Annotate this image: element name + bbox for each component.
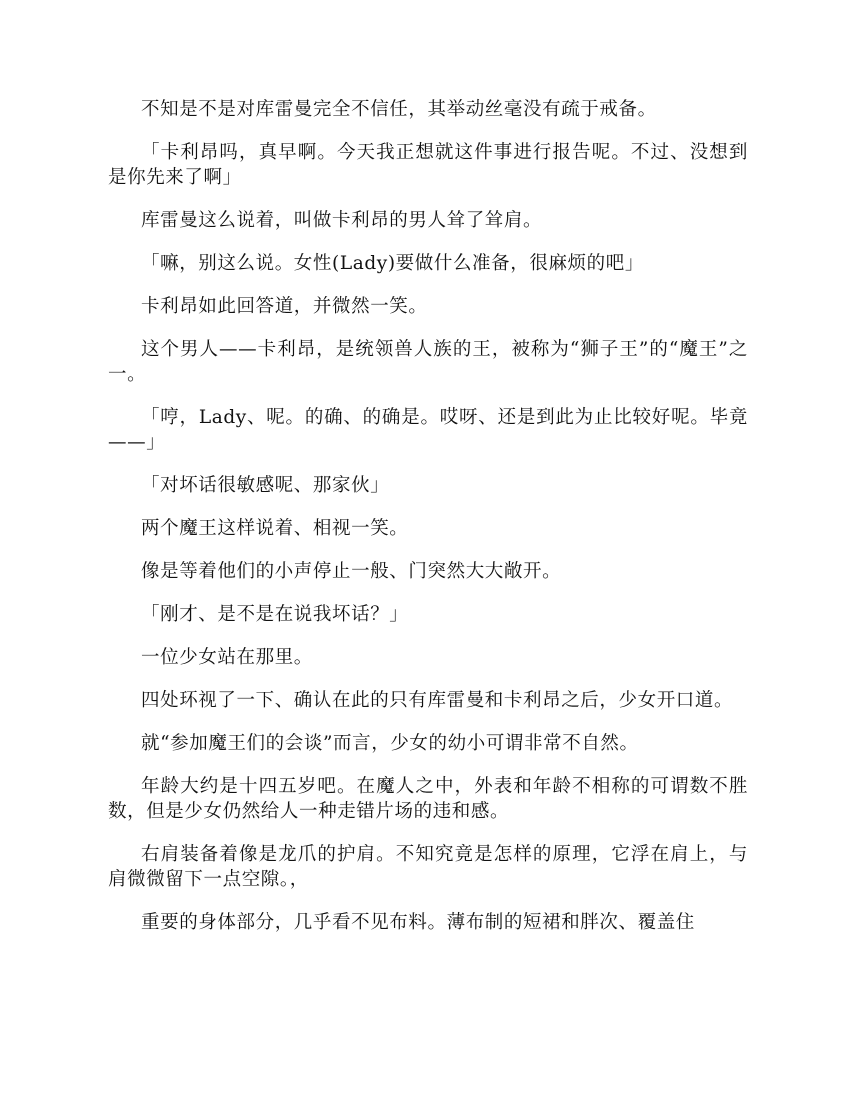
paragraph: 卡利昂如此回答道，并微然一笑。 (141, 296, 428, 317)
paragraph: 「哼，Lady、呢。的确、的确是。哎呀、还是到此为止比较好呢。毕竟——」 (108, 407, 748, 453)
paragraph: 右肩装备着像是龙爪的护肩。不知究竟是怎样的原理，它浮在肩上，与肩微微留下一点空隙。， (108, 844, 748, 890)
paragraph: 四处环视了一下、确认在此的只有库雷曼和卡利昂之后，少女开口道。 (141, 690, 734, 711)
paragraph: 不知是不是对库雷曼完全不信任，其举动丝毫没有疏于戒备。 (141, 99, 657, 120)
paragraph: 「对坏话很敏感呢、那家伙」 (141, 475, 390, 496)
paragraph: 就“参加魔王们的会谈”而言，少女的幼小可谓非常不自然。 (141, 733, 639, 754)
paragraph: 一位少女站在那里。 (141, 647, 313, 668)
paragraph: 库雷曼这么说着，叫做卡利昂的男人耸了耸肩。 (141, 210, 543, 231)
paragraph: 「刚才、是不是在说我坏话？」 (141, 604, 409, 625)
paragraph: 像是等着他们的小声停止一般、门突然大大敞开。 (141, 561, 562, 582)
paragraph: 「卡利昂吗，真早啊。今天我正想就这件事进行报告呢。不过、没想到是你先来了啊」 (108, 142, 748, 188)
paragraph: 「嘛，别这么说。女性(Lady)要做什么准备，很麻烦的吧」 (141, 253, 644, 274)
paragraph: 重要的身体部分，几乎看不见布料。薄布制的短裙和胖次、覆盖住 (141, 912, 695, 933)
document-body (108, 97, 748, 953)
paragraph: 两个魔王这样说着、相视一笑。 (141, 518, 409, 539)
paragraph: 这个男人——卡利昂，是统领兽人族的王，被称为“狮子王”的“魔王”之一。 (108, 339, 748, 385)
paragraph: 年龄大约是十四五岁吧。在魔人之中，外表和年龄不相称的可谓数不胜数，但是少女仍然给人一种走错片场的违和感。 (108, 776, 748, 822)
